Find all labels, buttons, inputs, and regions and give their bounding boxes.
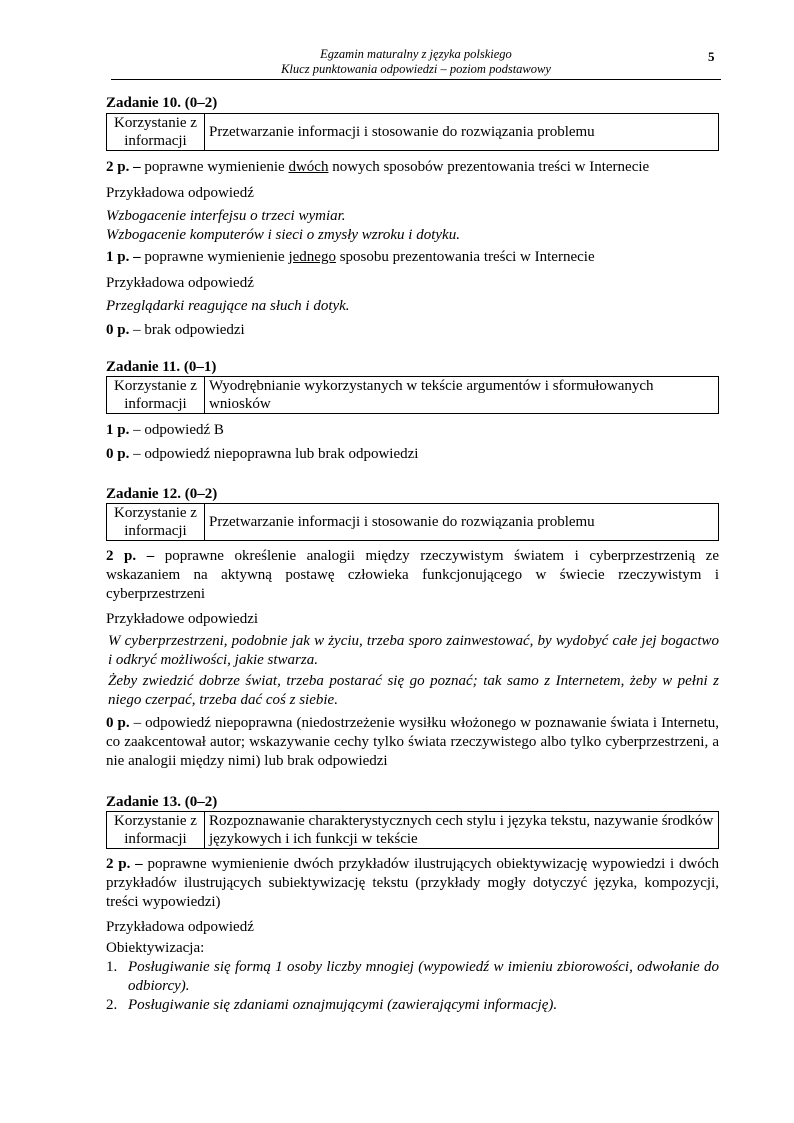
score-text-underlined: dwóch	[288, 159, 329, 175]
task-12-example-1: W cyberprzestrzeni, podobnie jak w życiu, trzeba sporo zainwestować, by wydobyć całe jej bogactwo i odkryć możliwości, jakie stwarza.	[108, 633, 719, 668]
score-text: – brak odpowiedzi	[129, 322, 245, 338]
task-13-example-label: Przykładowa odpowiedź	[106, 919, 254, 935]
list-item	[106, 958, 719, 996]
task-12-example-2: Żeby zwiedzić dobrze świat, trzeba postarać się go poznać; tak samo z Internetem, żeby w pełni z niego czerpać, trzeba dać coś z siebie.	[108, 673, 719, 708]
task-10-example-label: Przykładowa odpowiedź	[106, 185, 254, 201]
task-13-score-2	[106, 855, 719, 912]
list-item-number: 2.	[106, 997, 118, 1013]
header-exam-title: Egzamin maturalny z języka polskiego	[320, 47, 512, 61]
task-10-score-0	[106, 321, 719, 340]
score-label: 2 p. –	[106, 856, 143, 872]
score-text: – odpowiedź niepoprawna lub brak odpowiedzi	[129, 446, 419, 462]
task-11-score-0	[106, 445, 719, 464]
task-10-example-3: Przeglądarki reagujące na słuch i dotyk.	[106, 298, 350, 314]
score-text: – odpowiedź B	[129, 422, 224, 438]
task-10-title: Zadanie 10. (0–2)	[106, 95, 218, 111]
task-12-table	[106, 503, 719, 541]
task-12-example-label: Przykładowe odpowiedzi	[106, 611, 259, 627]
task-10-skill: Przetwarzanie informacji i stosowanie do rozwiązania problemu	[205, 114, 719, 151]
task-11-title: Zadanie 11. (0–1)	[106, 359, 217, 375]
task-13-table	[106, 811, 719, 849]
task-13-example-list	[106, 958, 719, 1015]
score-text: poprawne określenie analogii między rzeczywistym światem i cyberprzestrzenią ze wskazaniem na aktywną postawę człowieka funkcjonującego w świecie rzeczywistym i cyberprzestrzeni	[106, 548, 719, 602]
page-number: 5	[708, 49, 715, 64]
task-10-example-1: Wzbogacenie interfejsu o trzeci wymiar.	[106, 208, 346, 224]
header-key-title: Klucz punktowania odpowiedzi – poziom podstawowy	[281, 62, 551, 76]
task-10-score-1	[106, 248, 719, 267]
score-label: 2 p. –	[106, 548, 155, 564]
list-item	[106, 996, 719, 1015]
header-divider	[111, 79, 721, 80]
task-10-score-2	[106, 158, 719, 177]
task-12-title: Zadanie 12. (0–2)	[106, 486, 218, 502]
task-10-table	[106, 113, 719, 151]
score-label: 1 p. –	[106, 249, 141, 265]
task-11-area: Korzystanie z informacji	[107, 377, 205, 414]
page-header	[111, 47, 721, 77]
list-item-text: Posługiwanie się zdaniami oznajmującymi (zawierającymi informację).	[128, 997, 558, 1013]
task-11-score-1	[106, 421, 719, 440]
list-item-number: 1.	[106, 959, 118, 975]
score-text: nowych sposobów prezentowania treści w Internecie	[328, 159, 650, 175]
task-10-area: Korzystanie z informacji	[107, 114, 205, 151]
score-text-underlined: jednego	[288, 249, 336, 265]
task-13-skill: Rozpoznawanie charakterystycznych cech stylu i języka tekstu, nazywanie środków językowych i ich funkcji w tekście	[205, 812, 719, 849]
score-label: 1 p.	[106, 422, 130, 438]
task-12-skill: Przetwarzanie informacji i stosowanie do rozwiązania problemu	[205, 504, 719, 541]
score-text: poprawne wymienienie	[140, 249, 289, 265]
score-label: 0 p.	[106, 715, 130, 731]
task-10-example-label-2: Przykładowa odpowiedź	[106, 275, 254, 291]
task-12-score-0	[106, 714, 719, 771]
score-text: sposobu prezentowania treści w Internecie	[335, 249, 595, 265]
task-12-area: Korzystanie z informacji	[107, 504, 205, 541]
score-label: 2 p. –	[106, 159, 141, 175]
task-10-example-2: Wzbogacenie komputerów i sieci o zmysły wzroku i dotyku.	[106, 227, 460, 243]
score-label: 0 p.	[106, 446, 130, 462]
task-12-score-2	[106, 547, 719, 604]
score-text: – odpowiedź niepoprawna (niedostrzeżenie wysiłku włożonego w poznawanie świata i Internetu, co zaakcentował autor; wskazywanie cechy tylko świata rzeczywistego albo tylko cyberprzestrzeni, a nie analogii między nimi) lub brak odpowiedzi	[106, 715, 719, 769]
task-13-objectivization-label: Obiektywizacja:	[106, 940, 205, 956]
score-text: poprawne wymienienie dwóch przykładów ilustrujących obiektywizację wypowiedzi i dwóch przykładów ilustrujących subiektywizację tekstu (przykłady mogły dotyczyć języka, kompozycji, treści wypowiedzi)	[106, 856, 719, 910]
task-11-table	[106, 376, 719, 414]
score-label: 0 p.	[106, 322, 130, 338]
list-item-text: Posługiwanie się formą 1 osoby liczby mnogiej (wypowiedź w imieniu zbiorowości, odwołanie do odbiorcy).	[128, 959, 719, 994]
task-13-area: Korzystanie z informacji	[107, 812, 205, 849]
task-11-skill: Wyodrębnianie wykorzystanych w tekście argumentów i sformułowanych wniosków	[205, 377, 719, 414]
task-13-title: Zadanie 13. (0–2)	[106, 794, 218, 810]
score-text: poprawne wymienienie	[140, 159, 289, 175]
